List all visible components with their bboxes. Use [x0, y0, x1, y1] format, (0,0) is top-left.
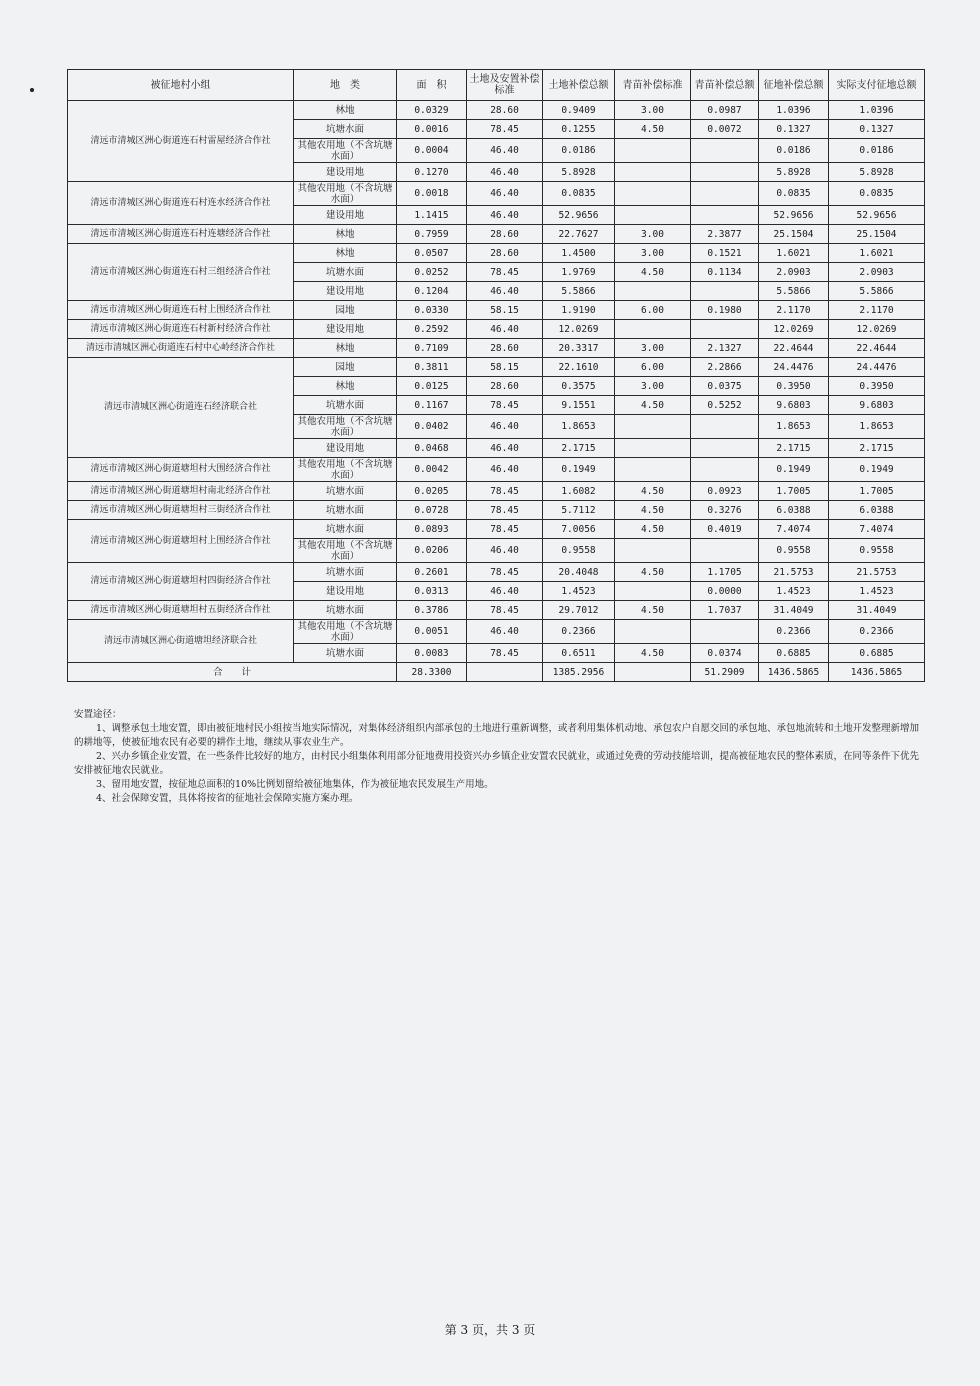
- cell-paid-total: 12.0269: [829, 320, 925, 339]
- cell-standard: 46.40: [467, 458, 543, 482]
- cell-comp-total: 7.4074: [759, 520, 829, 539]
- cell-land-total: 1.9769: [543, 263, 615, 282]
- cell-crop-total: [691, 282, 759, 301]
- cell-crop-total: 2.2866: [691, 358, 759, 377]
- cell-land-total: 0.1949: [543, 458, 615, 482]
- note-item: 4、社会保障安置，具体将按省的征地社会保障实施方案办理。: [96, 793, 359, 804]
- cell-paid-total: 52.9656: [829, 206, 925, 225]
- page-number: 第 3 页，共 3 页: [444, 1323, 536, 1337]
- cell-paid-total: 0.2366: [829, 620, 925, 644]
- header-crop-total: 青苗补偿总额: [691, 70, 759, 101]
- cell-area: 0.0004: [397, 139, 467, 163]
- total-standard: [467, 663, 543, 682]
- cell-paid-total: 7.4074: [829, 520, 925, 539]
- cell-land-type: 坑塘水面: [294, 263, 397, 282]
- cell-comp-total: 0.2366: [759, 620, 829, 644]
- cell-area: 0.2592: [397, 320, 467, 339]
- cell-comp-total: 24.4476: [759, 358, 829, 377]
- header-standard: 土地及安置补偿标准: [467, 70, 543, 101]
- cell-crop-total: [691, 539, 759, 563]
- cell-comp-total: 2.0903: [759, 263, 829, 282]
- cell-crop-standard: [615, 163, 691, 182]
- cell-standard: 46.40: [467, 620, 543, 644]
- cell-paid-total: 0.0186: [829, 139, 925, 163]
- cell-group-name: 清远市清城区洲心街道连石村三组经济合作社: [68, 244, 294, 301]
- resettlement-notes: [74, 708, 924, 806]
- cell-land-total: 1.8653: [543, 415, 615, 439]
- cell-land-total: 0.3575: [543, 377, 615, 396]
- cell-crop-total: 0.5252: [691, 396, 759, 415]
- cell-group-name: 清远市清城区洲心街道连石村连水经济合作社: [68, 182, 294, 225]
- cell-land-type: 坑塘水面: [294, 482, 397, 501]
- cell-land-type: 其他农用地（不含坑塘水面）: [294, 415, 397, 439]
- cell-standard: 46.40: [467, 206, 543, 225]
- cell-land-type: 林地: [294, 339, 397, 358]
- cell-crop-standard: [615, 182, 691, 206]
- cell-crop-total: 1.7037: [691, 601, 759, 620]
- cell-standard: 46.40: [467, 163, 543, 182]
- cell-land-total: 5.7112: [543, 501, 615, 520]
- cell-land-total: 0.1255: [543, 120, 615, 139]
- cell-comp-total: 21.5753: [759, 563, 829, 582]
- cell-crop-standard: 6.00: [615, 358, 691, 377]
- cell-area: 0.0728: [397, 501, 467, 520]
- cell-group-name: 清远市清城区洲心街道塘坦村五街经济合作社: [68, 601, 294, 620]
- table-row: [68, 339, 925, 358]
- cell-standard: 78.45: [467, 520, 543, 539]
- cell-crop-standard: 3.00: [615, 225, 691, 244]
- cell-land-type: 林地: [294, 377, 397, 396]
- table-row: [68, 601, 925, 620]
- table-row: [68, 501, 925, 520]
- cell-paid-total: 5.8928: [829, 163, 925, 182]
- cell-area: 0.0252: [397, 263, 467, 282]
- cell-crop-standard: 4.50: [615, 520, 691, 539]
- cell-land-total: 7.0056: [543, 520, 615, 539]
- cell-crop-standard: [615, 320, 691, 339]
- cell-paid-total: 2.1715: [829, 439, 925, 458]
- cell-crop-total: 0.4019: [691, 520, 759, 539]
- cell-land-type: 建设用地: [294, 582, 397, 601]
- cell-crop-total: 0.1980: [691, 301, 759, 320]
- cell-comp-total: 9.6803: [759, 396, 829, 415]
- cell-standard: 46.40: [467, 282, 543, 301]
- table-row: [68, 482, 925, 501]
- cell-standard: 46.40: [467, 320, 543, 339]
- cell-comp-total: 0.0186: [759, 139, 829, 163]
- cell-comp-total: 1.6021: [759, 244, 829, 263]
- cell-comp-total: 1.7005: [759, 482, 829, 501]
- cell-standard: 58.15: [467, 301, 543, 320]
- cell-land-total: 5.5866: [543, 282, 615, 301]
- cell-paid-total: 1.4523: [829, 582, 925, 601]
- cell-area: 0.0329: [397, 101, 467, 120]
- cell-area: 0.1270: [397, 163, 467, 182]
- cell-comp-total: 1.8653: [759, 415, 829, 439]
- table-header-row: [68, 70, 925, 101]
- cell-land-total: 12.0269: [543, 320, 615, 339]
- cell-paid-total: 5.5866: [829, 282, 925, 301]
- cell-group-name: 清远市清城区洲心街道塘坦村三街经济合作社: [68, 501, 294, 520]
- cell-area: 0.0205: [397, 482, 467, 501]
- cell-land-type: 其他农用地（不含坑塘水面）: [294, 458, 397, 482]
- cell-crop-total: 0.0375: [691, 377, 759, 396]
- cell-crop-standard: 3.00: [615, 101, 691, 120]
- cell-land-type: 林地: [294, 225, 397, 244]
- cell-crop-total: [691, 439, 759, 458]
- table-row: [68, 320, 925, 339]
- cell-land-total: 0.0835: [543, 182, 615, 206]
- cell-land-type: 坑塘水面: [294, 396, 397, 415]
- cell-land-type: 坑塘水面: [294, 644, 397, 663]
- cell-group-name: 清远市清城区洲心街道塘坦村大围经济合作社: [68, 458, 294, 482]
- cell-area: 0.0402: [397, 415, 467, 439]
- cell-paid-total: 0.3950: [829, 377, 925, 396]
- cell-comp-total: 12.0269: [759, 320, 829, 339]
- cell-crop-total: [691, 139, 759, 163]
- cell-area: 0.0042: [397, 458, 467, 482]
- cell-comp-total: 0.3950: [759, 377, 829, 396]
- cell-crop-standard: 3.00: [615, 377, 691, 396]
- cell-land-total: 1.6082: [543, 482, 615, 501]
- total-row: [68, 663, 925, 682]
- cell-paid-total: 21.5753: [829, 563, 925, 582]
- cell-standard: 46.40: [467, 539, 543, 563]
- cell-land-type: 建设用地: [294, 282, 397, 301]
- cell-group-name: 清远市清城区洲心街道连石村雷屋经济合作社: [68, 101, 294, 182]
- cell-standard: 46.40: [467, 439, 543, 458]
- cell-land-total: 22.1610: [543, 358, 615, 377]
- cell-crop-total: [691, 206, 759, 225]
- cell-crop-standard: 6.00: [615, 301, 691, 320]
- cell-standard: 46.40: [467, 415, 543, 439]
- cell-land-total: 1.9190: [543, 301, 615, 320]
- notes-title: 安置途径：: [74, 709, 122, 720]
- cell-standard: 46.40: [467, 582, 543, 601]
- table-row: [68, 225, 925, 244]
- cell-crop-total: [691, 320, 759, 339]
- cell-crop-total: 2.3877: [691, 225, 759, 244]
- cell-paid-total: 1.6021: [829, 244, 925, 263]
- cell-land-type: 建设用地: [294, 439, 397, 458]
- cell-group-name: 清远市清城区洲心街道塘坦村上围经济合作社: [68, 520, 294, 563]
- cell-comp-total: 2.1715: [759, 439, 829, 458]
- cell-comp-total: 6.0388: [759, 501, 829, 520]
- cell-standard: 78.45: [467, 644, 543, 663]
- cell-comp-total: 0.0835: [759, 182, 829, 206]
- cell-group-name: 清远市清城区洲心街道连石经济联合社: [68, 358, 294, 458]
- cell-crop-standard: [615, 282, 691, 301]
- cell-paid-total: 2.0903: [829, 263, 925, 282]
- cell-paid-total: 22.4644: [829, 339, 925, 358]
- cell-group-name: 清远市清城区洲心街道连石村中心岭经济合作社: [68, 339, 294, 358]
- header-area: 面 积: [397, 70, 467, 101]
- cell-land-total: 9.1551: [543, 396, 615, 415]
- cell-group-name: 清远市清城区洲心街道连石村上围经济合作社: [68, 301, 294, 320]
- cell-standard: 28.60: [467, 225, 543, 244]
- cell-land-type: 建设用地: [294, 320, 397, 339]
- cell-land-type: 坑塘水面: [294, 563, 397, 582]
- cell-crop-standard: 4.50: [615, 120, 691, 139]
- cell-land-type: 其他农用地（不含坑塘水面）: [294, 539, 397, 563]
- cell-area: 0.0507: [397, 244, 467, 263]
- total-area: 28.3300: [397, 663, 467, 682]
- cell-group-name: 清远市清城区洲心街道塘坦经济联合社: [68, 620, 294, 663]
- cell-standard: 78.45: [467, 396, 543, 415]
- cell-comp-total: 31.4049: [759, 601, 829, 620]
- cell-land-type: 坑塘水面: [294, 501, 397, 520]
- cell-paid-total: 1.7005: [829, 482, 925, 501]
- cell-paid-total: 24.4476: [829, 358, 925, 377]
- cell-crop-total: 2.1327: [691, 339, 759, 358]
- total-label: 合 计: [68, 663, 397, 682]
- cell-standard: 28.60: [467, 101, 543, 120]
- cell-comp-total: 2.1170: [759, 301, 829, 320]
- cell-paid-total: 0.1327: [829, 120, 925, 139]
- cell-standard: 46.40: [467, 139, 543, 163]
- cell-land-total: 22.7627: [543, 225, 615, 244]
- cell-crop-total: [691, 182, 759, 206]
- cell-crop-standard: [615, 620, 691, 644]
- cell-crop-total: 0.1134: [691, 263, 759, 282]
- header-paid-total: 实际支付征地总额: [829, 70, 925, 101]
- scan-mark: [30, 88, 34, 92]
- cell-paid-total: 31.4049: [829, 601, 925, 620]
- cell-land-total: 0.9409: [543, 101, 615, 120]
- cell-area: 0.0893: [397, 520, 467, 539]
- cell-standard: 28.60: [467, 244, 543, 263]
- cell-area: 1.1415: [397, 206, 467, 225]
- cell-area: 0.7959: [397, 225, 467, 244]
- table-row: [68, 301, 925, 320]
- cell-crop-total: [691, 415, 759, 439]
- cell-paid-total: 6.0388: [829, 501, 925, 520]
- cell-crop-standard: 3.00: [615, 244, 691, 263]
- cell-paid-total: 9.6803: [829, 396, 925, 415]
- cell-paid-total: 0.6885: [829, 644, 925, 663]
- cell-paid-total: 1.0396: [829, 101, 925, 120]
- cell-paid-total: 1.8653: [829, 415, 925, 439]
- cell-comp-total: 0.9558: [759, 539, 829, 563]
- cell-land-type: 园地: [294, 358, 397, 377]
- cell-group-name: 清远市清城区洲心街道塘坦村南北经济合作社: [68, 482, 294, 501]
- cell-standard: 58.15: [467, 358, 543, 377]
- cell-paid-total: 0.9558: [829, 539, 925, 563]
- cell-area: 0.0313: [397, 582, 467, 601]
- cell-land-total: 20.3317: [543, 339, 615, 358]
- table-row: [68, 458, 925, 482]
- cell-area: 0.0018: [397, 182, 467, 206]
- cell-land-type: 林地: [294, 101, 397, 120]
- cell-standard: 78.45: [467, 263, 543, 282]
- cell-land-total: 1.4500: [543, 244, 615, 263]
- cell-crop-standard: 4.50: [615, 396, 691, 415]
- cell-group-name: 清远市清城区洲心街道连石村连塘经济合作社: [68, 225, 294, 244]
- header-comp-total: 征地补偿总额: [759, 70, 829, 101]
- cell-comp-total: 0.1949: [759, 458, 829, 482]
- compensation-table: [67, 69, 925, 682]
- cell-group-name: 清远市清城区洲心街道塘坦村四街经济合作社: [68, 563, 294, 601]
- cell-area: 0.0330: [397, 301, 467, 320]
- cell-standard: 28.60: [467, 339, 543, 358]
- cell-crop-total: 0.0987: [691, 101, 759, 120]
- total-crop-standard: [615, 663, 691, 682]
- cell-crop-total: 0.0374: [691, 644, 759, 663]
- note-item: 2、兴办乡镇企业安置，在一些条件比较好的地方，由村民小组集体利用部分征地费用投资兴办乡镇企业安置农民就业，或通过免费的劳动技能培训，提高被征地农民的整体素质，在同等条件下优先安排被征地农民就业。: [74, 751, 920, 776]
- cell-land-type: 坑塘水面: [294, 120, 397, 139]
- cell-land-type: 坑塘水面: [294, 520, 397, 539]
- table-row: [68, 244, 925, 263]
- cell-land-type: 建设用地: [294, 206, 397, 225]
- cell-standard: 78.45: [467, 482, 543, 501]
- cell-land-total: 0.2366: [543, 620, 615, 644]
- cell-area: 0.0083: [397, 644, 467, 663]
- cell-land-total: 52.9656: [543, 206, 615, 225]
- cell-land-type: 园地: [294, 301, 397, 320]
- table-row: [68, 520, 925, 539]
- cell-comp-total: 22.4644: [759, 339, 829, 358]
- cell-crop-total: [691, 620, 759, 644]
- cell-area: 0.7109: [397, 339, 467, 358]
- cell-crop-standard: 4.50: [615, 482, 691, 501]
- table-row: [68, 182, 925, 206]
- cell-land-type: 林地: [294, 244, 397, 263]
- cell-crop-total: [691, 163, 759, 182]
- cell-comp-total: 52.9656: [759, 206, 829, 225]
- table-row: [68, 620, 925, 644]
- cell-standard: 78.45: [467, 563, 543, 582]
- cell-crop-total: [691, 458, 759, 482]
- cell-land-type: 建设用地: [294, 163, 397, 182]
- cell-area: 0.0206: [397, 539, 467, 563]
- table-row: [68, 101, 925, 120]
- cell-comp-total: 1.0396: [759, 101, 829, 120]
- cell-land-total: 2.1715: [543, 439, 615, 458]
- header-crop-standard: 青苗补偿标准: [615, 70, 691, 101]
- cell-area: 0.1167: [397, 396, 467, 415]
- total-comp: 1436.5865: [759, 663, 829, 682]
- cell-area: 0.0125: [397, 377, 467, 396]
- cell-land-total: 5.8928: [543, 163, 615, 182]
- cell-crop-standard: 4.50: [615, 644, 691, 663]
- total-paid: 1436.5865: [829, 663, 925, 682]
- header-group: 被征地村小组: [68, 70, 294, 101]
- cell-area: 0.3811: [397, 358, 467, 377]
- cell-crop-standard: [615, 539, 691, 563]
- cell-crop-standard: 4.50: [615, 263, 691, 282]
- cell-crop-total: 1.1705: [691, 563, 759, 582]
- cell-land-type: 其他农用地（不含坑塘水面）: [294, 620, 397, 644]
- table-row: [68, 358, 925, 377]
- cell-crop-standard: [615, 458, 691, 482]
- cell-crop-standard: 4.50: [615, 601, 691, 620]
- cell-paid-total: 25.1504: [829, 225, 925, 244]
- cell-crop-standard: [615, 439, 691, 458]
- cell-crop-total: 0.3276: [691, 501, 759, 520]
- cell-land-total: 0.0186: [543, 139, 615, 163]
- total-crop: 51.2909: [691, 663, 759, 682]
- cell-area: 0.3786: [397, 601, 467, 620]
- cell-crop-total: 0.1521: [691, 244, 759, 263]
- cell-land-type: 其他农用地（不含坑塘水面）: [294, 182, 397, 206]
- cell-land-total: 0.9558: [543, 539, 615, 563]
- cell-paid-total: 0.0835: [829, 182, 925, 206]
- cell-comp-total: 5.8928: [759, 163, 829, 182]
- cell-area: 0.0016: [397, 120, 467, 139]
- cell-standard: 78.45: [467, 601, 543, 620]
- cell-standard: 78.45: [467, 120, 543, 139]
- table-row: [68, 563, 925, 582]
- cell-standard: 46.40: [467, 182, 543, 206]
- cell-comp-total: 1.4523: [759, 582, 829, 601]
- cell-crop-standard: 3.00: [615, 339, 691, 358]
- cell-crop-standard: 4.50: [615, 501, 691, 520]
- cell-land-type: 坑塘水面: [294, 601, 397, 620]
- cell-group-name: 清远市清城区洲心街道连石村新村经济合作社: [68, 320, 294, 339]
- header-land-total: 土地补偿总额: [543, 70, 615, 101]
- cell-crop-standard: [615, 139, 691, 163]
- cell-comp-total: 0.1327: [759, 120, 829, 139]
- cell-land-total: 1.4523: [543, 582, 615, 601]
- cell-land-total: 20.4048: [543, 563, 615, 582]
- cell-paid-total: 2.1170: [829, 301, 925, 320]
- cell-standard: 78.45: [467, 501, 543, 520]
- cell-crop-total: 0.0923: [691, 482, 759, 501]
- cell-land-type: 其他农用地（不含坑塘水面）: [294, 139, 397, 163]
- cell-standard: 28.60: [467, 377, 543, 396]
- cell-comp-total: 0.6885: [759, 644, 829, 663]
- cell-crop-total: 0.0000: [691, 582, 759, 601]
- table-body: [68, 101, 925, 663]
- cell-comp-total: 5.5866: [759, 282, 829, 301]
- cell-area: 0.0468: [397, 439, 467, 458]
- note-item: 1、调整承包土地安置，即由被征地村民小组按当地实际情况，对集体经济组织内部承包的土地进行重新调整，或者利用集体机动地、承包农户自愿交回的承包地、承包地流转和土地开发整理新增加的耕地等，使被征地农民有必要的耕作土地，继续从事农业生产。: [74, 723, 920, 748]
- note-item: 3、留用地安置，按征地总面积的10%比例划留给被征地集体，作为被征地农民发展生产用地。: [96, 779, 494, 790]
- cell-land-total: 0.6511: [543, 644, 615, 663]
- cell-land-total: 29.7012: [543, 601, 615, 620]
- cell-crop-standard: [615, 206, 691, 225]
- cell-crop-total: 0.0072: [691, 120, 759, 139]
- total-land: 1385.2956: [543, 663, 615, 682]
- cell-area: 0.1204: [397, 282, 467, 301]
- cell-crop-standard: [615, 582, 691, 601]
- cell-crop-standard: 4.50: [615, 563, 691, 582]
- cell-area: 0.2601: [397, 563, 467, 582]
- cell-comp-total: 25.1504: [759, 225, 829, 244]
- cell-area: 0.0051: [397, 620, 467, 644]
- header-land-type: 地 类: [294, 70, 397, 101]
- cell-crop-standard: [615, 415, 691, 439]
- cell-paid-total: 0.1949: [829, 458, 925, 482]
